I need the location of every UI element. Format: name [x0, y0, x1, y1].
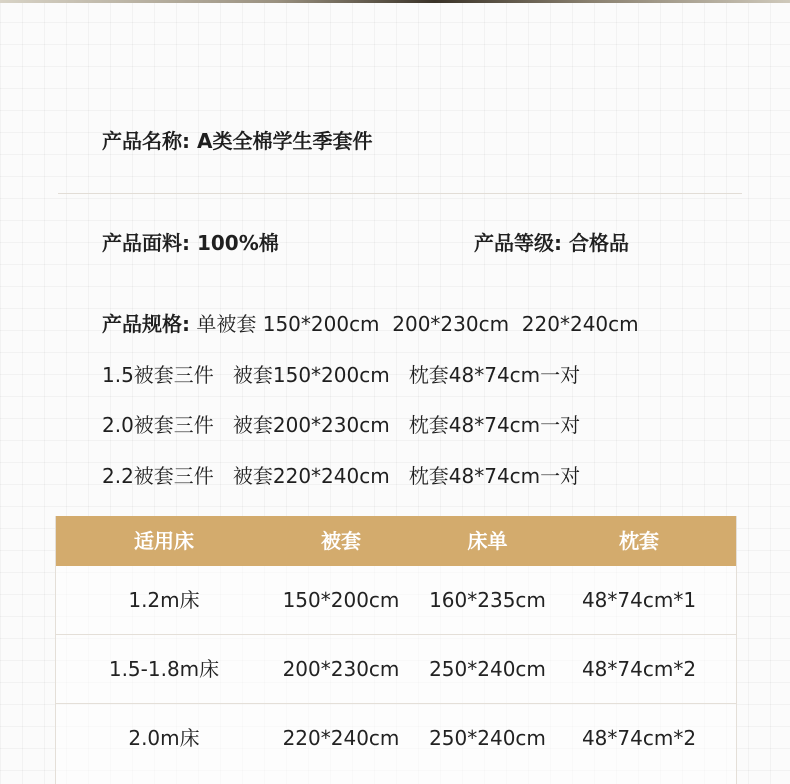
product-name-label: 产品名称: [102, 129, 190, 153]
header-pillowcase: 枕套 [619, 529, 659, 553]
section-divider [58, 193, 742, 194]
table-cell-bed: 1.2m床 [128, 588, 200, 612]
table-cell-duvet: 200*230cm [282, 657, 400, 681]
product-fabric-label: 产品面料: [102, 231, 190, 255]
header-bed-size: 适用床 [134, 529, 194, 553]
spec-line-3: 2.2被套三件 被套220*240cm 枕套48*74cm一对 [102, 464, 581, 488]
product-spec-label: 产品规格: [102, 312, 190, 336]
table-cell-bed: 1.5-1.8m床 [108, 657, 220, 681]
product-name-line [102, 129, 372, 153]
table-cell-bed: 2.0m床 [128, 726, 200, 750]
table-cell-pillow: 48*74cm*2 [581, 657, 697, 681]
table-row [56, 635, 736, 704]
header-duvet-cover: 被套 [321, 529, 361, 553]
spec-line-1: 1.5被套三件 被套150*200cm 枕套48*74cm一对 [102, 363, 581, 387]
spec-line-2: 2.0被套三件 被套200*230cm 枕套48*74cm一对 [102, 413, 581, 437]
table-cell-duvet: 220*240cm [282, 726, 400, 750]
product-grade-line [474, 231, 629, 255]
product-spec-value: 单被套 150*200cm 200*230cm 220*240cm [196, 312, 639, 336]
product-spec-line [102, 312, 639, 336]
product-grade-label: 产品等级: [474, 231, 562, 255]
table-cell-pillow: 48*74cm*2 [581, 726, 697, 750]
top-photo-strip [0, 0, 790, 3]
product-fabric-value: 100%棉 [196, 231, 279, 255]
table-cell-sheet: 250*240cm [429, 726, 546, 750]
table-cell-sheet: 250*240cm [429, 657, 546, 681]
header-bed-sheet: 床单 [467, 529, 508, 553]
product-name-value: A类全棉学生季套件 [196, 129, 373, 153]
table-cell-pillow: 48*74cm*1 [581, 588, 697, 612]
product-grade-value: 合格品 [568, 231, 629, 255]
table-cell-duvet: 150*200cm [282, 588, 400, 612]
table-row [56, 566, 736, 635]
table-cell-sheet: 160*235cm [429, 588, 546, 612]
table-row [56, 704, 736, 772]
table-header [56, 516, 736, 566]
product-fabric-line [102, 231, 279, 255]
size-table [55, 516, 737, 784]
